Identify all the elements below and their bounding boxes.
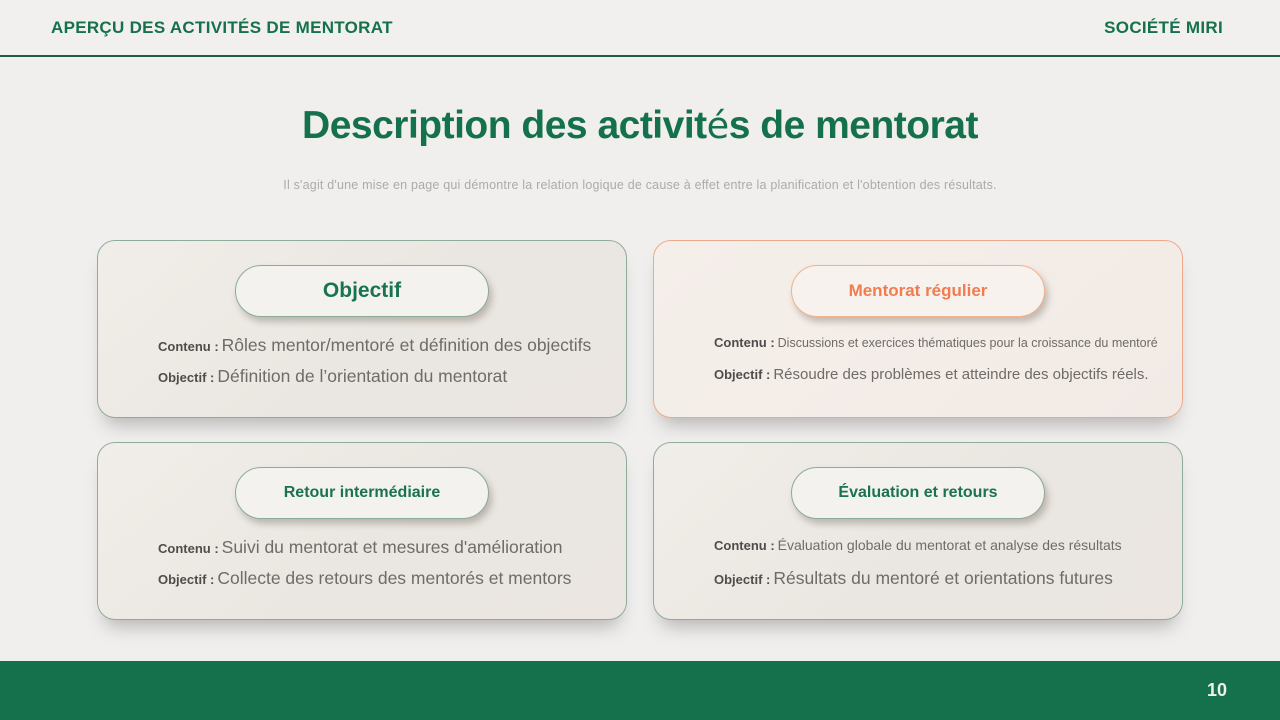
card-content	[714, 335, 1156, 397]
content-line-objectif	[158, 366, 600, 397]
content-line-contenu	[714, 537, 1156, 568]
page-title-accent-char: é	[706, 104, 729, 147]
line-text: Résultats du mentoré et orientations futures	[773, 568, 1113, 588]
line-text: Résoudre des problèmes et atteindre des objectifs réels.	[773, 366, 1149, 383]
topbar	[0, 0, 1280, 57]
line-text: Définition de l’orientation du mentorat	[217, 366, 508, 386]
page-title-part3: s de mentorat	[728, 104, 978, 147]
content-line-contenu	[158, 335, 600, 366]
pill-mentorat-regulier: Mentorat régulier	[791, 265, 1045, 317]
pill-evaluation-retours: Évaluation et retours	[791, 467, 1045, 519]
card-content	[158, 537, 600, 599]
cards-grid	[97, 240, 1183, 620]
activity-card-retour-intermediaire	[97, 442, 627, 620]
line-text: Discussions et exercices thématiques pour la croissance du mentoré	[777, 336, 1158, 350]
content-line-objectif	[158, 568, 600, 599]
line-text: Évaluation globale du mentorat et analyse des résultats	[777, 537, 1122, 553]
content-line-contenu	[158, 537, 600, 568]
activity-card-evaluation-retours	[653, 442, 1183, 620]
page-number: 10	[1206, 680, 1227, 700]
activity-card-objectif	[97, 240, 627, 418]
pill-retour-intermediaire: Retour intermédiaire	[235, 467, 489, 519]
activity-card-mentorat-regulier	[653, 240, 1183, 418]
line-label: Objectif :	[158, 370, 215, 385]
line-label: Contenu :	[158, 541, 219, 556]
line-label: Contenu :	[714, 335, 775, 350]
page-title	[0, 104, 1280, 148]
page-title-part1: Description des activit	[302, 104, 707, 147]
footer-bar	[0, 661, 1280, 720]
line-text: Suivi du mentorat et mesures d'amélioration	[221, 537, 563, 557]
content-line-objectif	[714, 366, 1156, 397]
line-text: Rôles mentor/mentoré et définition des objectifs	[221, 335, 592, 355]
line-text: Collecte des retours des mentorés et mentors	[217, 568, 572, 588]
line-label: Objectif :	[714, 572, 771, 587]
line-label: Objectif :	[158, 572, 215, 587]
topbar-left-title: APERÇU DES ACTIVITÉS DE MENTORAT	[51, 17, 393, 37]
pill-objectif: Objectif	[235, 265, 489, 317]
line-label: Contenu :	[158, 339, 219, 354]
line-label: Objectif :	[714, 367, 771, 382]
card-content	[714, 537, 1156, 599]
content-line-objectif	[714, 568, 1156, 599]
line-label: Contenu :	[714, 538, 775, 553]
card-content	[158, 335, 600, 397]
page-subtitle: Il s'agit d'une mise en page qui démontre la relation logique de cause à effet entre la planification et l'obtention des résultats.	[283, 178, 997, 192]
content-line-contenu	[714, 335, 1156, 366]
topbar-right-brand: SOCIÉTÉ MIRI	[1104, 17, 1223, 37]
